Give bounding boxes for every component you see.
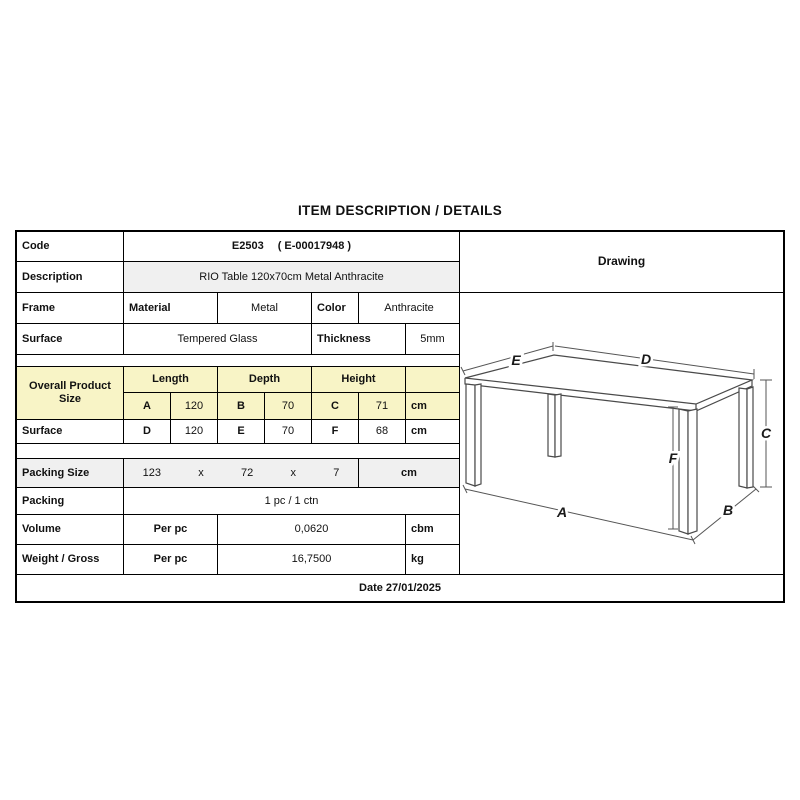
- dim-label-f: F: [668, 449, 678, 466]
- description-value: RIO Table 120x70cm Metal Anthracite: [124, 262, 460, 293]
- packing-height: 7: [333, 466, 340, 479]
- dim-a-key: A: [124, 393, 171, 420]
- drawing-cell: [460, 293, 783, 575]
- weight-label: Weight / Gross: [17, 545, 124, 575]
- dim-label-e: E: [511, 351, 521, 368]
- item-details-table: [15, 230, 785, 603]
- overall-size-unit: cm: [406, 393, 460, 420]
- weight-basis: Per pc: [124, 545, 218, 575]
- surface-material-value: Tempered Glass: [124, 324, 312, 355]
- dim-f-value: 68: [359, 420, 406, 444]
- dim-f-key: F: [312, 420, 359, 444]
- dim-d-key: D: [124, 420, 171, 444]
- surface-size-label: Surface: [17, 420, 124, 444]
- volume-value: 0,0620: [218, 515, 406, 545]
- product-drawing: [460, 293, 783, 575]
- overall-size-label: Overall Product Size: [17, 367, 124, 420]
- volume-basis: Per pc: [124, 515, 218, 545]
- table-leg-front-left: [475, 384, 481, 486]
- dim-c-key: C: [312, 393, 359, 420]
- table-leg-back-left: [548, 394, 555, 457]
- length-header: Length: [124, 367, 218, 393]
- height-header: Height: [312, 367, 406, 393]
- page-title: ITEM DESCRIPTION / DETAILS: [297, 203, 503, 218]
- packing-value: 1 pc / 1 ctn: [124, 488, 460, 515]
- description-label: Description: [17, 262, 124, 293]
- dim-label-c: C: [760, 424, 772, 441]
- surface-size-unit: cm: [406, 420, 460, 444]
- packing-sep: x: [290, 466, 296, 479]
- weight-unit: kg: [406, 545, 460, 575]
- dim-b-key: B: [218, 393, 265, 420]
- frame-color-value: Anthracite: [359, 293, 460, 324]
- volume-unit: cbm: [406, 515, 460, 545]
- packing-sep: x: [198, 466, 204, 479]
- frame-color-label: Color: [312, 293, 359, 324]
- surface-thickness-value: 5mm: [406, 324, 460, 355]
- volume-label: Volume: [17, 515, 124, 545]
- depth-header: Depth: [218, 367, 312, 393]
- dim-e-key: E: [218, 420, 265, 444]
- packing-size-values: [124, 459, 359, 488]
- code-value: E2503 ( E-00017948 ): [124, 232, 460, 262]
- unit-header-empty: [406, 367, 460, 393]
- dim-label-d: D: [640, 350, 652, 367]
- frame-material-value: Metal: [218, 293, 312, 324]
- surface-thickness-label: Thickness: [312, 324, 406, 355]
- spacer-row: [17, 355, 460, 367]
- frame-material-label: Material: [124, 293, 218, 324]
- tabletop-face: [465, 355, 752, 404]
- table-leg-back-right: [747, 387, 753, 488]
- table-leg-back-right: [739, 388, 747, 488]
- frame-label: Frame: [17, 293, 124, 324]
- packing-size-unit: cm: [359, 459, 460, 488]
- packing-size-label: Packing Size: [17, 459, 124, 488]
- dim-label-b: B: [722, 501, 734, 518]
- table-leg-back-left: [555, 394, 561, 457]
- dim-line-a: [465, 489, 693, 540]
- spacer-row: [17, 444, 460, 459]
- dim-c-value: 71: [359, 393, 406, 420]
- dim-a-value: 120: [171, 393, 218, 420]
- table-leg-front-right: [688, 409, 697, 534]
- dim-e-value: 70: [265, 420, 312, 444]
- table-leg-front-left: [466, 384, 475, 486]
- drawing-header: Drawing: [460, 232, 783, 293]
- packing-label: Packing: [17, 488, 124, 515]
- table-leg-front-right: [679, 409, 688, 534]
- packing-length: 123: [142, 466, 161, 479]
- code-label: Code: [17, 232, 124, 262]
- surface-label: Surface: [17, 324, 124, 355]
- dim-label-a: A: [556, 503, 568, 520]
- dim-b-value: 70: [265, 393, 312, 420]
- packing-depth: 72: [240, 466, 254, 479]
- date-row: Date 27/01/2025: [17, 575, 783, 601]
- dim-d-value: 120: [171, 420, 218, 444]
- weight-value: 16,7500: [218, 545, 406, 575]
